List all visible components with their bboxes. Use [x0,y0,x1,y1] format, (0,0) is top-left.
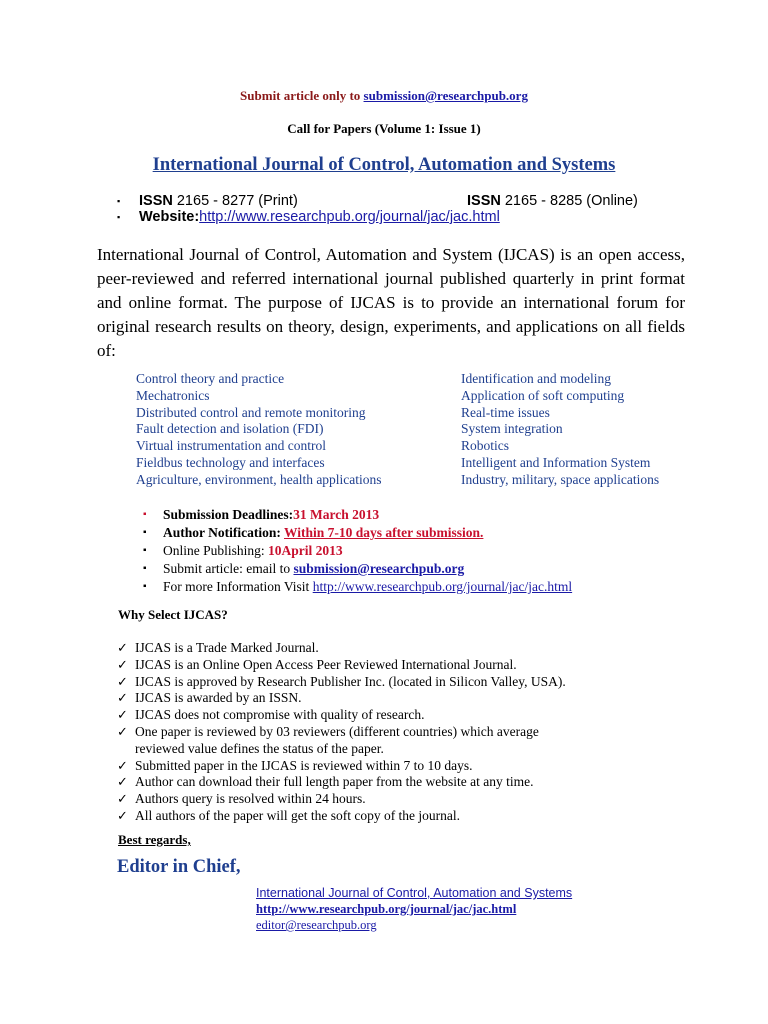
list-item [117,791,697,808]
submission-deadline-row [143,506,572,524]
checkmark-icon: ✓ [117,807,128,823]
list-item [117,690,697,707]
info-link[interactable]: http://www.researchpub.org/journal/jac/jac.html [312,579,573,594]
square-bullet-icon: ▪ [143,581,147,592]
more-info-row [143,578,572,596]
journal-title: International Journal of Control, Automation and Systems [152,155,616,175]
issn-label: ISSN [139,193,173,209]
footer-journal-link[interactable]: International Journal of Control, Automation and Systems [256,886,573,900]
list-item-text: Submitted paper in the IJCAS is reviewed within 7 to 10 days. [135,757,473,773]
submit-label: Submit article: email to [163,561,294,576]
field-item: Real-time issues [461,404,550,420]
checkmark-icon: ✓ [117,757,128,773]
square-bullet-icon: ▪ [117,196,121,206]
why-select-heading: Why Select IJCAS? [118,607,228,622]
submit-article-row [143,560,572,578]
checkmark-icon: ✓ [117,723,128,739]
list-item [117,774,697,791]
list-item-text: IJCAS does not compromise with quality of research. [135,707,425,723]
footer-email-link[interactable]: editor@researchpub.org [256,918,377,932]
fields-list-left [136,371,382,489]
publishing-value: 10April 2013 [268,543,343,558]
list-item [117,724,697,758]
list-item-text: All authors of the paper will get the soft copy of the journal. [135,807,461,823]
square-bullet-icon: ▪ [143,527,147,538]
square-bullet-icon: ▪ [143,563,147,574]
issn-print [139,193,298,209]
submit-email-link[interactable]: submission@researchpub.org [293,561,465,576]
field-item: Agriculture, environment, health applications [136,471,382,487]
best-regards: Best regards, [118,832,191,847]
list-item-text: IJCAS is awarded by an ISSN. [135,690,302,706]
list-item-text: IJCAS is a Trade Marked Journal. [135,640,319,655]
deadline-label: Submission Deadlines: [163,507,294,522]
checkmark-icon: ✓ [117,774,128,790]
notification-value: Within 7-10 days after submission. [284,525,484,540]
list-item-text: Author can download their full length paper from the website at any time. [135,774,534,790]
square-bullet-icon: ▪ [143,545,147,556]
website-link[interactable]: http://www.researchpub.org/journal/jac/jac.html [199,209,500,225]
editor-in-chief: Editor in Chief, [117,857,241,877]
footer-website-link[interactable]: http://www.researchpub.org/journal/jac/jac.html [256,902,517,916]
list-item-text: IJCAS is an Online Open Access Peer Reviewed International Journal. [135,656,517,672]
list-item [117,640,697,657]
deadline-value: 31 March 2013 [293,507,380,522]
fields-list-right [461,371,659,489]
submit-instruction [0,88,768,104]
list-item [117,674,697,691]
field-item: System integration [461,421,563,437]
intro-paragraph: International Journal of Control, Automation and System (IJCAS) is an open access, peer-reviewed and referred international journal published quarterly in print format and online format. The purpose of IJCAS is to provide an international forum for original research results on theory, design, experiments, and applications on all fields of: [97,245,685,360]
checkmark-icon: ✓ [117,640,128,655]
website-label: Website: [139,209,200,225]
field-item: Control theory and practice [136,371,285,386]
info-label: For more Information Visit [163,579,313,594]
issn-online-value: 2165 - 8285 (Online) [500,193,638,209]
important-dates-list [143,506,572,596]
issn-label: ISSN [467,193,501,209]
field-item: Virtual instrumentation and control [136,438,327,454]
field-item: Identification and modeling [461,371,611,386]
list-item [117,657,697,674]
list-item [117,758,697,775]
author-notification-row [143,524,572,542]
publishing-label: Online Publishing: [163,543,269,558]
field-item: Robotics [461,438,510,454]
list-item [117,808,697,825]
field-item: Fieldbus technology and interfaces [136,454,325,470]
list-item [117,707,697,724]
field-item: Application of soft computing [461,387,625,403]
website-row [117,209,500,225]
list-item-text: One paper is reviewed by 03 reviewers (different countries) which average [135,723,539,739]
submission-email-link[interactable]: submission@researchpub.org [363,88,528,103]
checkmark-icon: ✓ [117,656,128,672]
checkmark-icon: ✓ [117,690,128,706]
list-item-text: IJCAS is approved by Research Publisher Inc. (located in Silicon Valley, USA). [135,673,566,689]
field-item: Distributed control and remote monitoring [136,404,366,420]
field-item: Intelligent and Information System [461,454,651,470]
square-bullet-icon: ▪ [117,212,121,222]
online-publishing-row [143,542,572,560]
checkmark-icon: ✓ [117,673,128,689]
call-for-papers-heading: Call for Papers (Volume 1: Issue 1) [287,121,481,136]
notification-label: Author Notification: [163,525,284,540]
field-item: Industry, military, space applications [461,471,660,487]
checkmark-icon: ✓ [117,791,128,807]
signature-block [256,885,572,933]
square-bullet-icon: ▪ [143,509,147,520]
list-item-continuation: reviewed value defines the status of the paper. [135,740,384,756]
issn-online [467,193,638,209]
submit-prefix: Submit article only to [240,88,364,103]
checkmark-icon: ✓ [117,707,128,723]
why-select-list [117,640,697,825]
issn-print-value: 2165 - 8277 (Print) [172,193,298,209]
field-item: Mechatronics [136,387,210,403]
list-item-text: Authors query is resolved within 24 hours. [135,791,366,807]
field-item: Fault detection and isolation (FDI) [136,421,324,437]
